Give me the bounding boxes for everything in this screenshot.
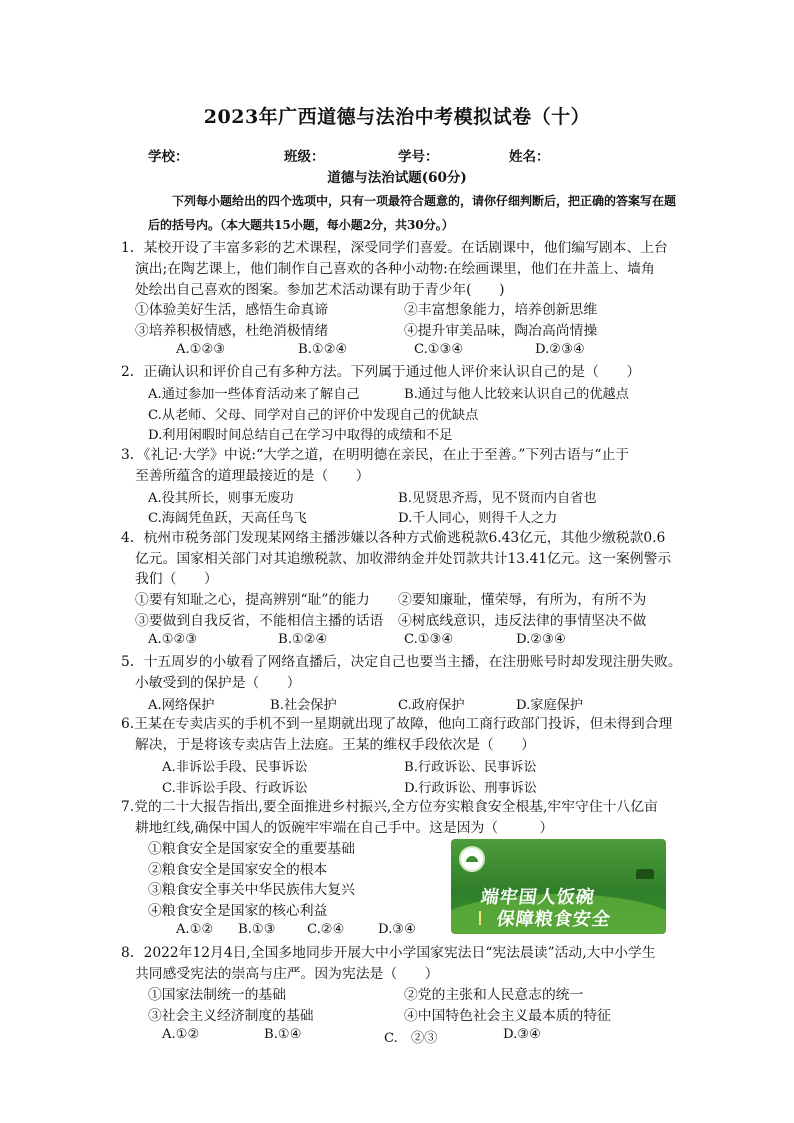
- logo-icon: [459, 846, 485, 872]
- instruction-line-1: 下列每小题给出的四个选项中，只有一项最符合题意的，请你仔细判断后，把正确的答案写在题: [172, 194, 677, 208]
- option-b: B.社会保护: [270, 698, 337, 713]
- option-c: C.①③④: [414, 342, 464, 357]
- statement: ③培养积极情感，杜绝消极情绪: [135, 323, 329, 339]
- number-field-label: 学号：: [398, 149, 439, 165]
- question-text: 6.王某在专卖店买的手机不到一星期就出现了故障，他向工商行政部门投诉，但未得到合理: [121, 716, 673, 732]
- option-a: A.①②: [176, 922, 214, 937]
- option-c: C.政府保护: [398, 698, 465, 713]
- option-a: A.网络保护: [148, 698, 215, 713]
- name-field-label: 姓名：: [509, 149, 550, 165]
- option-a: A.役其所长，则事无废功: [148, 491, 294, 506]
- question-text: 解决，于是将该专卖店告上法庭。王某的维权手段依次是（ ）: [135, 737, 536, 753]
- statement: ①体验美好生活，感悟生命真谛: [135, 302, 329, 318]
- question-text: 4．杭州市税务部门发现某网络主播涉嫌以各种方式偷逃税款6.43亿元，其他少缴税款0.6: [121, 530, 666, 546]
- tractor-icon: [636, 869, 654, 879]
- statement: ③粮食安全事关中华民族伟大复兴: [148, 882, 355, 898]
- question-text: 2．正确认识和评价自己有多种方法。下列属于通过他人评价来认识自己的是（ ）: [121, 364, 641, 380]
- option-d: D.行政诉讼、刑事诉讼: [404, 781, 537, 796]
- statement: ③要做到自我反省，不能相信主播的话语: [135, 613, 384, 629]
- instruction-line-2: 后的括号内。（本大题共15小题，每小题2分，共30分。）: [148, 218, 454, 232]
- option-c: C.从老师、父母、同学对自己的评价中发现自己的优缺点: [148, 408, 479, 423]
- question-text: 演出;在陶艺课上，他们制作自己喜欢的各种小动物:在绘画课里，他们在井盖上、墙角: [135, 261, 655, 277]
- option-b: B.①④: [264, 1027, 302, 1042]
- wheat-icon: [479, 911, 491, 925]
- option-b: B.①③: [238, 922, 276, 937]
- question-text: 共同感受宪法的崇高与庄严。因为宪法是（ ）: [135, 966, 439, 982]
- food-security-banner-image: [451, 839, 666, 934]
- statement: ③社会主义经济制度的基础: [148, 1008, 314, 1024]
- option-b: B.行政诉讼、民事诉讼: [404, 760, 537, 775]
- option-b: B.见贤思齐焉，见不贤而内自省也: [398, 491, 597, 506]
- statement: ②要知廉耻，懂荣辱，有所为，有所不为: [398, 592, 647, 608]
- statement: ④提升审美品味，陶冶高尚情操: [404, 323, 598, 339]
- page-title: 2023年广西道德与法治中考模拟试卷（十）: [203, 106, 591, 128]
- option-b: B.①②④: [278, 632, 328, 647]
- option-c: C.②④: [307, 922, 345, 937]
- option-d: D.千人同心，则得千人之力: [398, 511, 558, 526]
- banner-slogan-line-2: 保障粮食安全: [495, 909, 613, 930]
- statement: ②党的主张和人民意志的统一: [404, 987, 584, 1003]
- statement: ②粮食安全是国家安全的根本: [148, 862, 328, 878]
- question-text: 至善所蕴含的道理最接近的是（ ）: [135, 468, 370, 484]
- statement: ①国家法制统一的基础: [148, 987, 286, 1003]
- option-d: D.③④: [503, 1027, 541, 1042]
- statement: ④中国特色社会主义最本质的特征: [404, 1008, 611, 1024]
- option-c: C.非诉讼手段、行政诉讼: [162, 781, 308, 796]
- option-c: C.海阔凭鱼跃，天高任鸟飞: [148, 511, 307, 526]
- statement: ①要有知耻之心，提高辨别“耻”的能力: [135, 592, 370, 608]
- option-d: D.利用闲暇时间总结自己在学习中取得的成绩和不足: [148, 428, 453, 443]
- question-text: 7.党的二十大报告指出,要全面推进乡村振兴,全方位夯实粮食安全根基,牢牢守住十八亿亩: [121, 799, 658, 815]
- option-a: A.①②③: [148, 632, 198, 647]
- option-a: A.①②③: [176, 342, 226, 357]
- option-a: A.通过参加一些体育活动来了解自己: [148, 387, 360, 402]
- option-c: C.①③④: [404, 632, 454, 647]
- option-d: D.②③④: [535, 342, 585, 357]
- question-text: 8．2022年12月4日,全国多地同步开展大中小学国家宪法日“宪法晨读”活动,大中小学生: [121, 945, 656, 961]
- option-b: B.通过与他人比较来认识自己的优越点: [404, 387, 629, 402]
- question-text: 亿元。国家相关部门对其追缴税款、加收滞纳金并处罚款共计13.41亿元。这一案例警示: [135, 551, 672, 567]
- question-text: 耕地红线,确保中国人的饭碗牢牢端在自己手中。这是因为（ ）: [135, 820, 554, 836]
- option-a: A.①②: [162, 1027, 200, 1042]
- question-text: 小敏受到的保护是（ ）: [135, 675, 301, 691]
- question-text: 5．十五周岁的小敏看了网络直播后，决定自己也要当主播，在注册账号时却发现注册失败。: [121, 654, 682, 670]
- option-b: B.①②④: [298, 342, 348, 357]
- option-a: A.非诉讼手段、民事诉讼: [162, 760, 308, 775]
- statement: ④树底线意识，违反法律的事情坚决不做: [398, 613, 647, 629]
- statement: ②丰富想象能力，培养创新思维: [404, 302, 598, 318]
- banner-slogan-line-1: 端牢国人饭碗: [479, 887, 597, 908]
- question-text: 3．《礼记·大学》中说:“大学之道，在明明德在亲民，在止于至善。”下列古语与“止于: [121, 447, 630, 463]
- section-subtitle: 道德与法治试题(60分): [327, 170, 467, 186]
- question-text: 我们（ ）: [135, 571, 218, 587]
- statement: ①粮食安全是国家安全的重要基础: [148, 841, 355, 857]
- class-field-label: 班级：: [284, 149, 325, 165]
- statement: ④粮食安全是国家的核心利益: [148, 903, 328, 919]
- option-c: C. ②③: [384, 1031, 438, 1046]
- option-d: D.③④: [378, 922, 416, 937]
- question-text: 1．某校开设了丰富多彩的艺术课程，深受同学们喜爱。在话剧课中，他们编写剧本、上台: [121, 240, 668, 256]
- option-d: D.家庭保护: [516, 698, 584, 713]
- school-field-label: 学校：: [148, 149, 189, 165]
- option-d: D.②③④: [516, 632, 566, 647]
- question-text: 处绘出自己喜欢的图案。参加艺术活动课有助于青少年( ): [135, 282, 505, 298]
